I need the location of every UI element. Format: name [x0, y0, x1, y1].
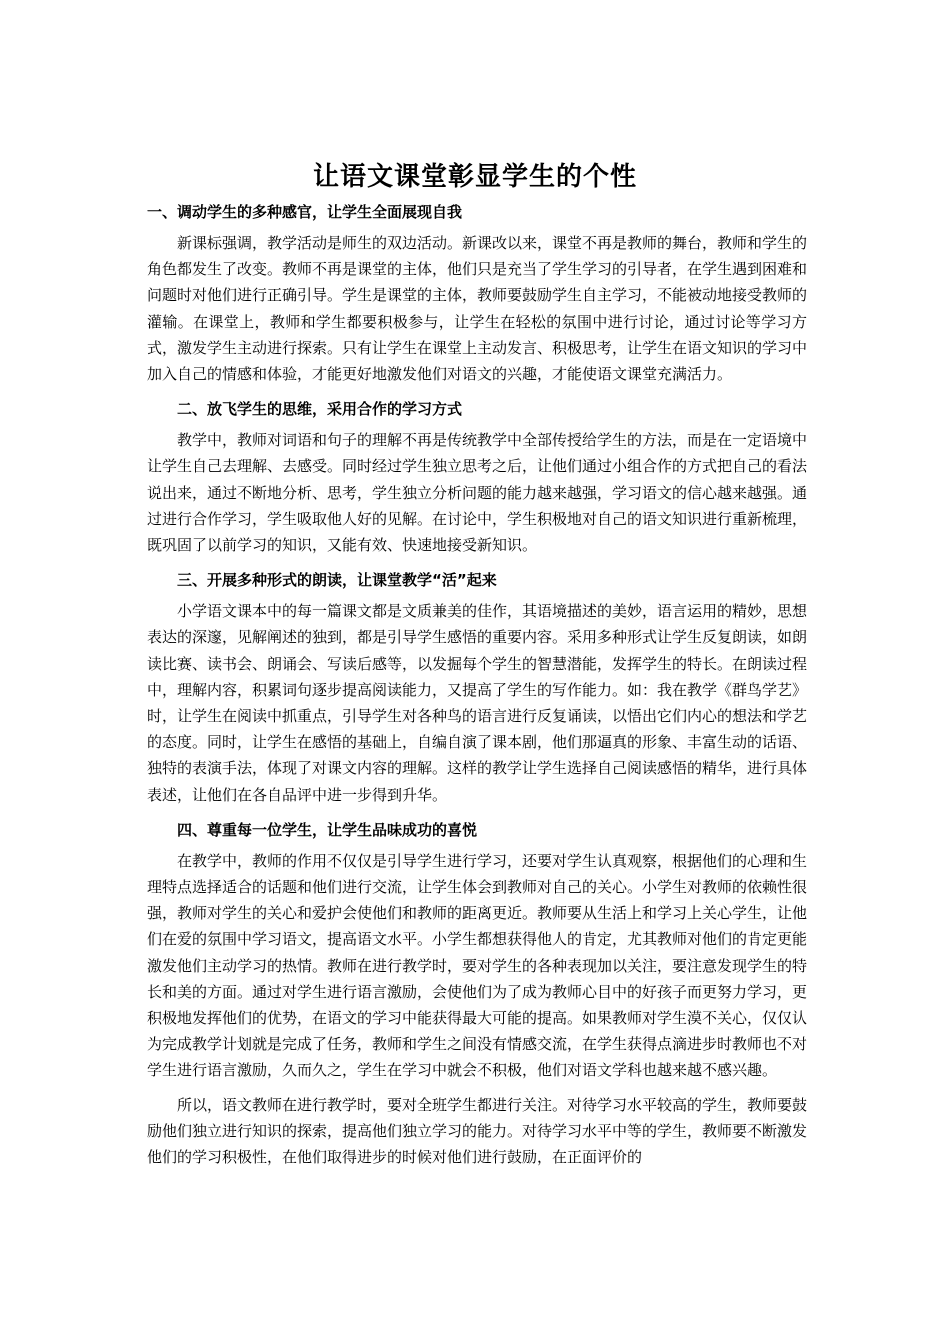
document-title: 让语文课堂彰显学生的个性: [312, 162, 637, 193]
section-2-paragraph-1: 教学中，教师对词语和句子的理解不再是传统教学中全部传授给学生的方法，而是在一定语境中让学生自己去理解、去感受。同时经过学生独立思考之后，让他们通过小组合作的方式把自己的看法说出来，通过不断地分析、思考，学生独立分析问题的能力越来越强，学习语文的信心越来越强。通过进行合作学习，学生吸取他人好的见解。在讨论中，学生积极地对自己的语文知识进行重新梳理，既巩固了以前学习的知识，又能有效、快速地接受新知识。: [147, 431, 808, 555]
section-3: [147, 566, 807, 808]
section-4-paragraph-1: 在教学中，教师的作用不仅仅是引导学生进行学习，还要对学生认真观察，根据他们的心理和生理特点选择适合的话题和他们进行交流，让学生体会到教师对自己的关心。小学生对教师的依赖性很强，教师对学生的关心和爱护会使他们和教师的距离更近。教师要从生活上和学习上关心学生，让他们在爱的氛围中学习语文，提高语文水平。小学生都想获得他人的肯定，尤其教师对他们的肯定更能激发他们主动学习的热情。教师在进行教学时，要对学生的各种表现加以关注，要注意发现学生的特长和美的方面。通过对学生进行语言激励，会使他们为了成为教师心目中的好孩子而更努力学习，更积极地发挥他们的优势，在语文的学习中能获得最大可能的提高。如果教师对学生漠不关心，仅仅认为完成教学计划就是完成了任务，教师和学生之间没有情感交流，在学生获得点滴进步时教师也不对学生进行语言激励，久而久之，学生在学习中就会不积极，他们对语文学科也越来越不感兴趣。: [147, 851, 808, 1080]
section-heading-1: 一、调动学生的多种感官，让学生全面展现自我: [147, 203, 463, 221]
section-heading-2: 二、放飞学生的思维，采用合作的学习方式: [177, 400, 463, 419]
section-heading-3: 三、开展多种形式的朗读，让课堂教学“活”起来: [177, 571, 497, 590]
section-4-paragraph-2: 所以，语文教师在进行教学时，要对全班学生都进行关注。对待学习水平较高的学生，教师要鼓励他们独立进行知识的探索，提高他们独立学习的能力。对待学习水平中等的学生，教师要不断激发他们的学习积极性，在他们取得进步的时候对他们进行鼓励，在正面评价的: [147, 1095, 808, 1167]
section-1-paragraph-1: 新课标强调，教学活动是师生的双边活动。新课改以来，课堂不再是教师的舞台，教师和学生的角色都发生了改变。教师不再是课堂的主体，他们只是充当了学生学习的引导者，在学生遇到困难和问题时对他们进行正确引导。学生是课堂的主体，教师要鼓励学生自主学习，不能被动地接受教师的灌输。在课堂上，教师和学生都要积极参与，让学生在轻松的氛围中进行讨论，通过讨论等学习方式，激发学生主动进行探索。只有让学生在课堂上主动发言、积极思考，让学生在语文知识的学习中加入自己的情感和体验，才能更好地激发他们对语文的兴趣，才能使语文课堂充满活力。: [147, 234, 808, 384]
section-1: [147, 198, 807, 387]
section-heading-4: 四、尊重每一位学生，让学生品味成功的喜悦: [177, 820, 478, 839]
document-body: [147, 198, 807, 1178]
section-4: [147, 816, 807, 1170]
section-3-paragraph-1: 小学语文课本中的每一篇课文都是文质兼美的佳作，其语境描述的美妙，语言运用的精妙，思想表达的深邃，见解阐述的独到，都是引导学生感悟的重要内容。采用多种形式让学生反复朗读，如朗读比赛、读书会、朗诵会、写读后感等，以发掘每个学生的智慧潜能，发挥学生的特长。在朗读过程中，理解内容，积累词句逐步提高阅读能力，又提高了学生的写作能力。如：我在教学《群鸟学艺》时，让学生在阅读中抓重点，引导学生对各种鸟的语言进行反复诵读，以悟出它们内心的想法和学艺的态度。同时，让学生在感悟的基础上，自编自演了课本剧，他们那逼真的形象、丰富生动的话语、独特的表演手法，体现了对课文内容的理解。这样的教学让学生选择自己阅读感悟的精华，进行具体表述，让他们在各自品评中进一步得到升华。: [147, 602, 808, 804]
section-2: [147, 395, 807, 558]
